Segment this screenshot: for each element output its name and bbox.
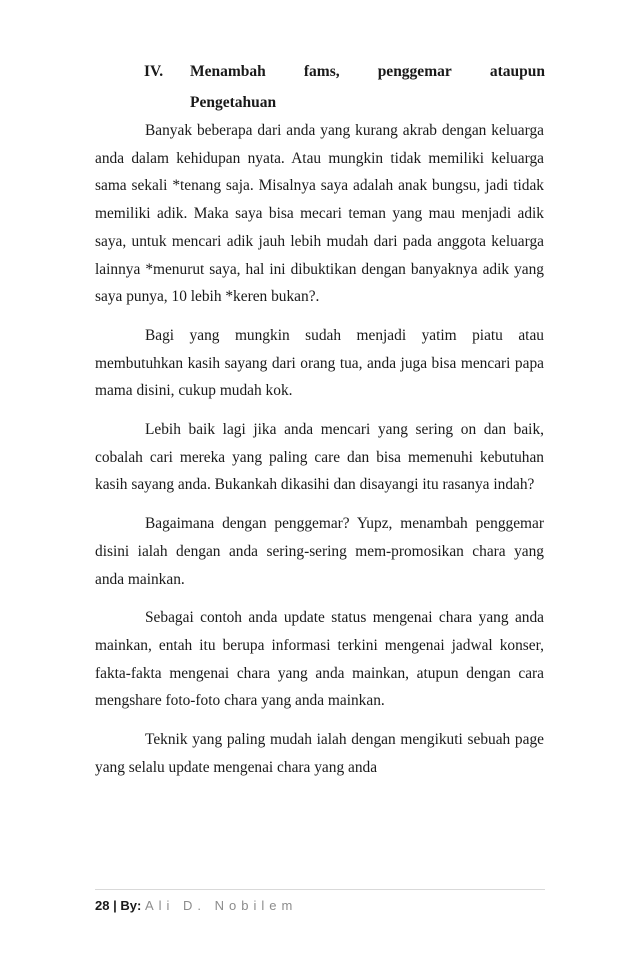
paragraph: Bagaimana dengan penggemar? Yupz, menambah penggemar disini ialah dengan anda sering-sering mem-promosikan chara yang anda mainkan. xyxy=(95,515,544,588)
page-number: 28 xyxy=(95,898,110,913)
heading-word: penggemar xyxy=(377,63,452,80)
footer-author: Ali D. Nobilem xyxy=(144,898,298,913)
paragraph: Lebih baik lagi jika anda mencari yang sering on dan baik, cobalah cari mereka yang paling care dan bisa memenuhi kebutuhan kasih sayang anda. Bukankah dikasihi dan disayangi itu rasanya indah? xyxy=(95,421,544,494)
page-footer xyxy=(95,889,545,913)
paragraph: Bagi yang mungkin sudah menjadi yatim piatu atau membutuhkan kasih sayang dari orang tua, anda juga bisa mencari papa mama disini, cukup mudah kok. xyxy=(95,326,544,400)
section-heading xyxy=(144,56,545,118)
footer-by-label: By: xyxy=(120,898,142,913)
section-number: IV. xyxy=(144,63,164,80)
footer-separator: | xyxy=(113,898,117,913)
body-text xyxy=(95,117,544,792)
heading-line-1 xyxy=(190,56,545,87)
heading-word: fams, xyxy=(303,63,340,80)
paragraph: Teknik yang paling mudah ialah dengan mengikuti sebuah page yang selalu update mengenai chara yang anda xyxy=(95,731,544,776)
heading-word: Menambah xyxy=(190,63,266,80)
paragraph: Sebagai contoh anda update status mengenai chara yang anda mainkan, entah itu berupa informasi terkini mengenai jadwal konser, fakta-fakta mengenai chara yang anda mainkan, atupun dengan cara mengshare foto-foto chara yang anda mainkan. xyxy=(95,609,544,710)
heading-word: ataupun xyxy=(489,63,545,80)
paragraph: Banyak beberapa dari anda yang kurang akrab dengan keluarga anda dalam kehidupan nyata. Atau mungkin tidak memiliki keluarga sama sekali *tenang saja. Misalnya saya adalah anak bungsu, jadi tidak memiliki adik. Maka saya bisa mecari teman yang mau menjadi adik saya, untuk mencari adik jauh lebih mudah dari pada anggota keluarga lainnya *menurut saya, hal ini dibuktikan dengan banyaknya adik yang saya punya, 10 lebih *keren bukan?. xyxy=(95,122,544,306)
heading-line-2: Pengetahuan xyxy=(190,94,277,111)
